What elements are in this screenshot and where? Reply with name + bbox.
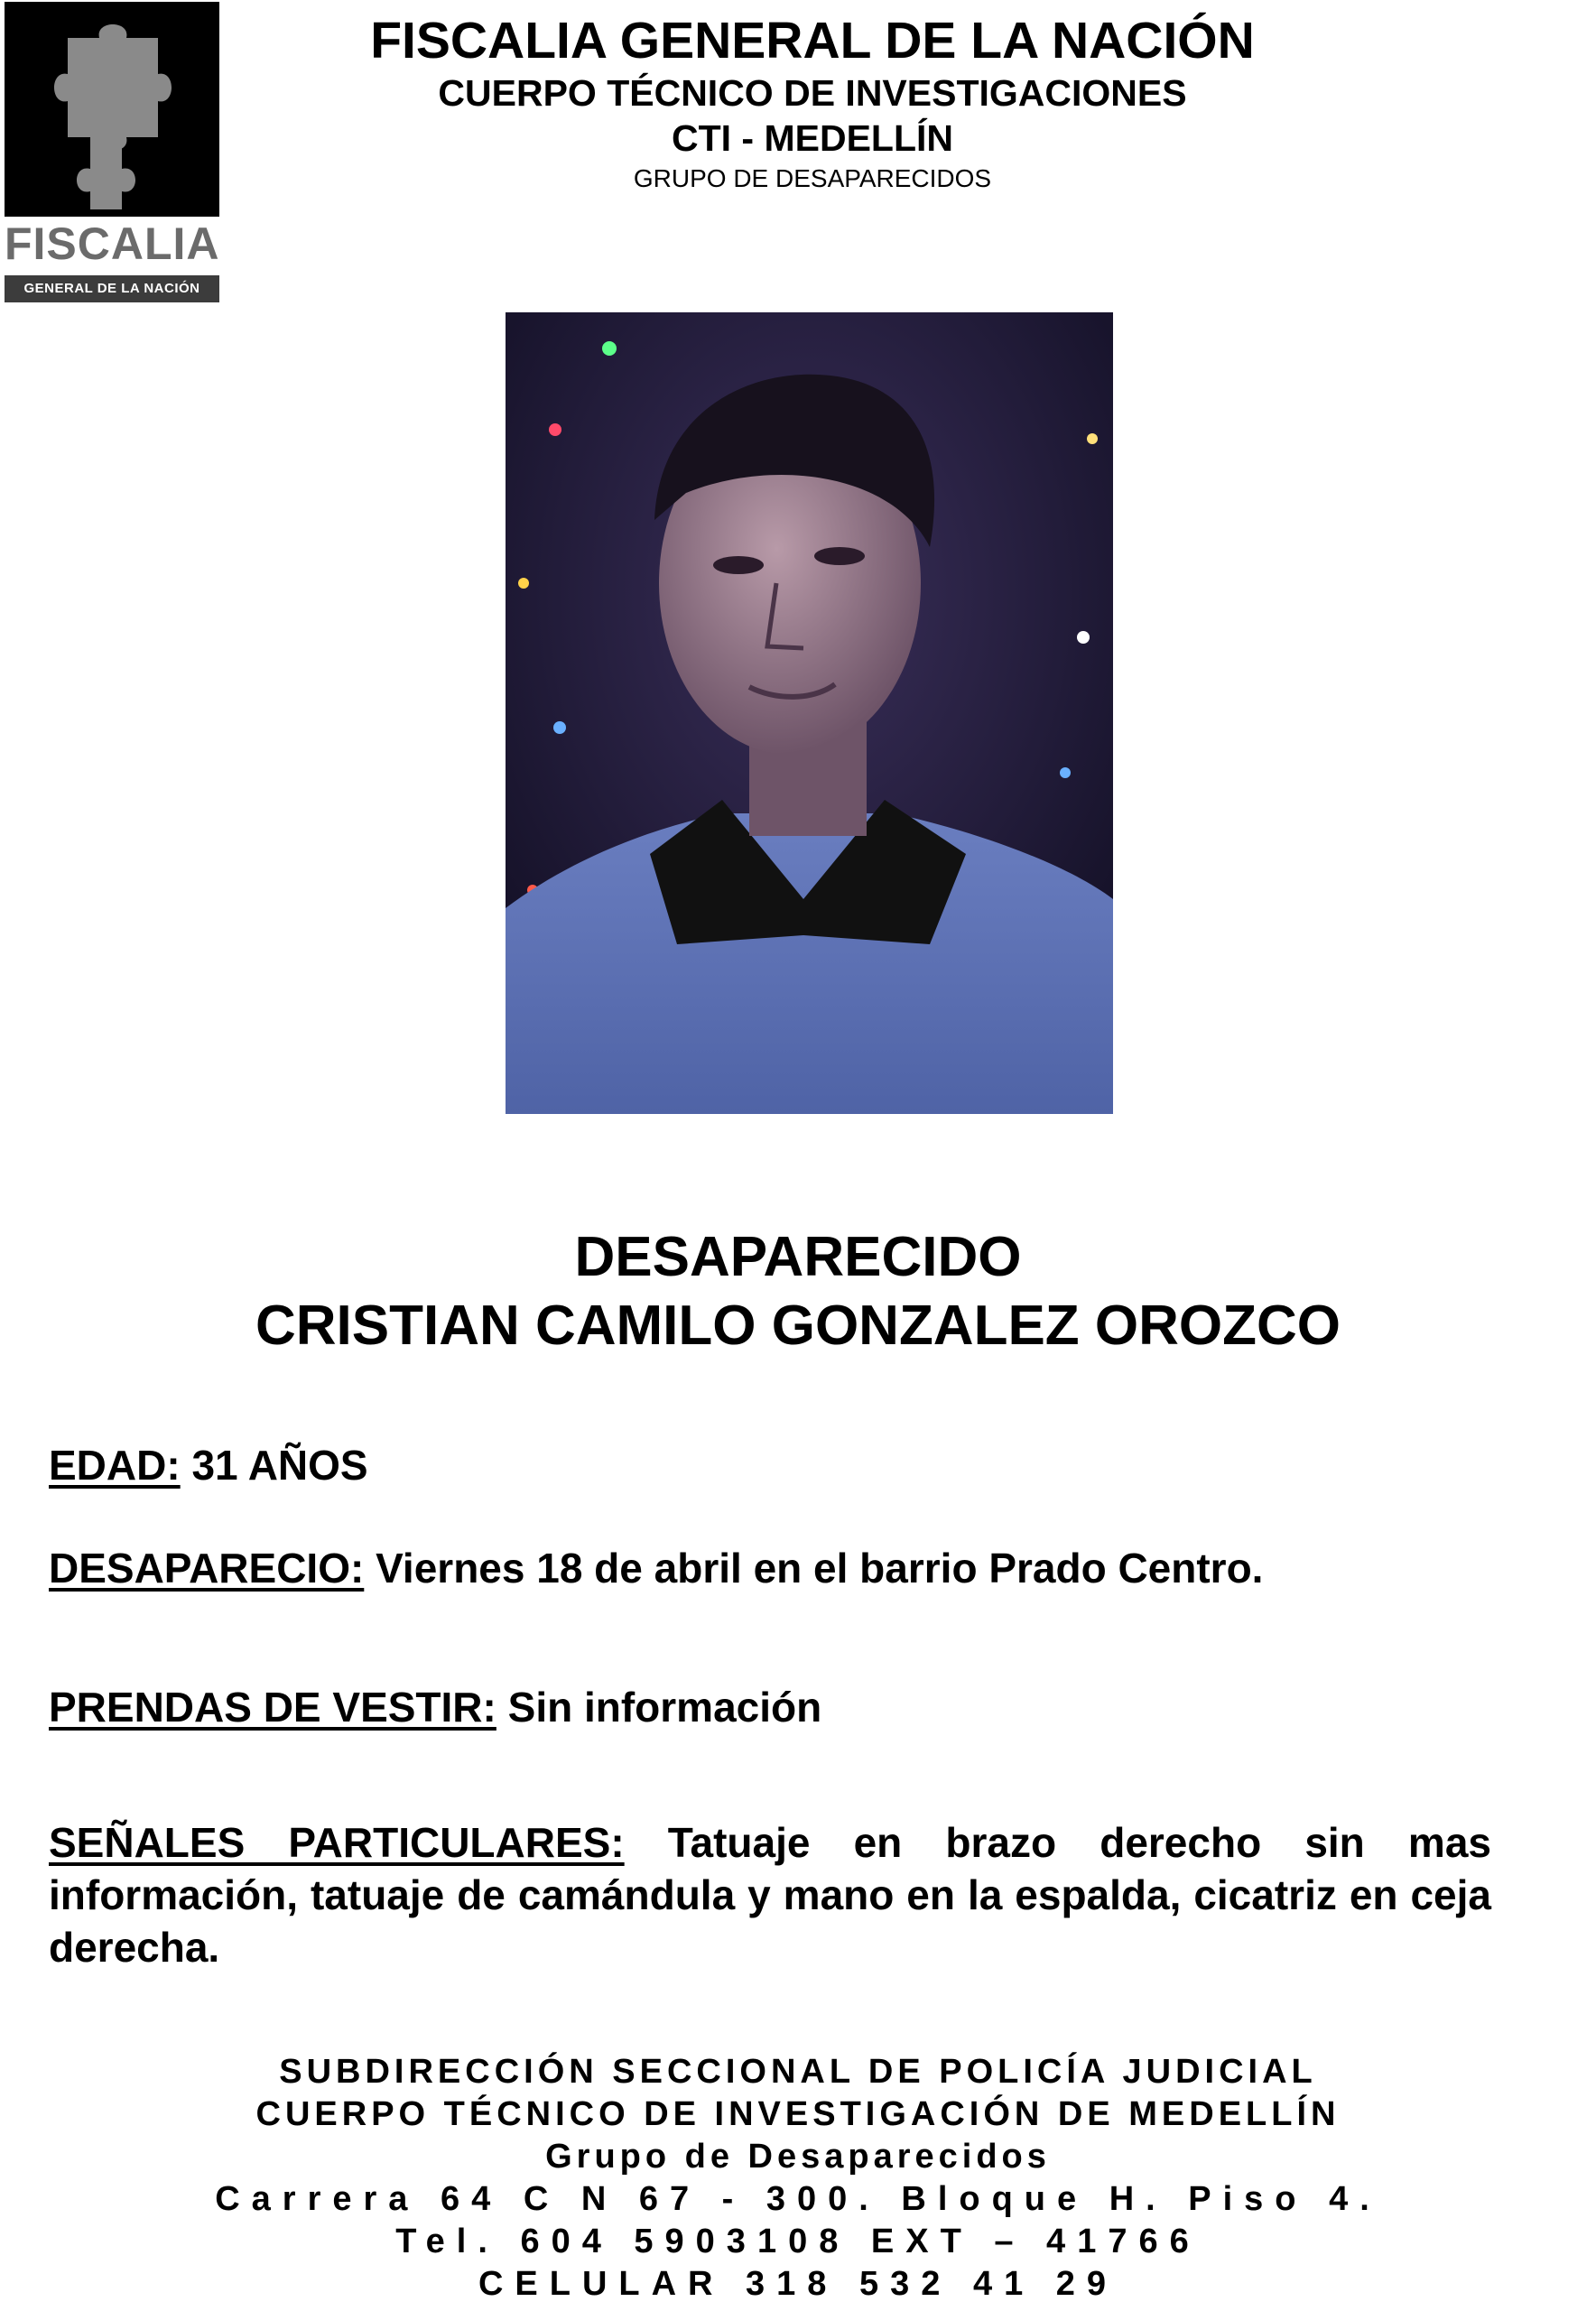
clothes-field (49, 1681, 1491, 1733)
header-institution: FISCALIA GENERAL DE LA NACIÓN (370, 12, 1255, 70)
puzzle-piece-icon (5, 2, 219, 217)
marks-label: SEÑALES PARTICULARES: (49, 1819, 625, 1866)
footer-mobile: CELULAR 318 532 41 29 (478, 2265, 1118, 2303)
missing-status-heading: DESAPARECIDO (574, 1226, 1022, 1288)
footer-phone: Tel. 604 5903108 EXT – 41766 (395, 2223, 1201, 2260)
missing-person-name: CRISTIAN CAMILO GONZALEZ OROZCO (255, 1295, 1341, 1357)
document-header (226, 11, 1399, 197)
footer-office: CUERPO TÉCNICO DE INVESTIGACIÓN DE MEDELLÍN (255, 2095, 1341, 2133)
age-field (49, 1439, 1491, 1491)
missing-person-photo (506, 312, 1113, 1114)
footer-group: Grupo de Desaparecidos (545, 2138, 1051, 2176)
age-label: EDAD: (49, 1442, 181, 1489)
portrait-image (506, 312, 1113, 1114)
footer-subdirection: SUBDIRECCIÓN SECCIONAL DE POLICÍA JUDICIAL (279, 2053, 1317, 2091)
fiscalia-logo (0, 0, 221, 307)
header-office: CTI - MEDELLÍN (671, 117, 954, 159)
age-value: 31 AÑOS (180, 1442, 368, 1489)
clothes-label: PRENDAS DE VESTIR: (49, 1684, 496, 1731)
header-group: GRUPO DE DESAPARECIDOS (633, 164, 992, 192)
header-department: CUERPO TÉCNICO DE INVESTIGACIONES (438, 72, 1187, 114)
logo-band: GENERAL DE LA NACIÓN (5, 275, 219, 302)
missing-field (49, 1542, 1491, 1594)
missing-label: DESAPARECIO: (49, 1545, 365, 1592)
contact-footer (0, 2051, 1596, 2306)
clothes-value: Sin información (496, 1684, 822, 1731)
logo-box (5, 2, 219, 217)
marks-value: Tatuaje en brazo derecho sin mas información, tatuaje de camándula y mano en la espalda, cicatriz en ceja derecha. (49, 1819, 1491, 1971)
footer-address: Carrera 64 C N 67 - 300. Bloque H. Piso 4. (215, 2180, 1381, 2218)
marks-field (49, 1816, 1491, 1973)
poster-title (0, 1223, 1596, 1360)
logo-word: FISCALIA (5, 218, 220, 269)
missing-value: Viernes 18 de abril en el barrio Prado Centro. (364, 1545, 1264, 1592)
